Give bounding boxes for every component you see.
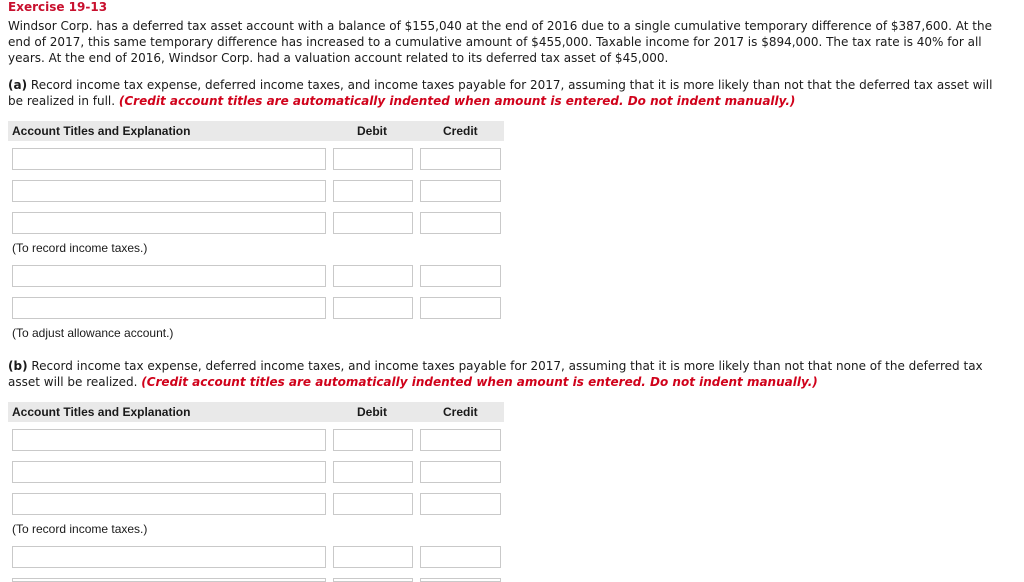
part-a-memo-adjust-allowance: (To adjust allowance account.) — [12, 326, 174, 340]
part-a-row-5-account-input[interactable] — [12, 297, 326, 319]
part-a-header-credit: Credit — [443, 124, 478, 138]
part-a-question — [8, 77, 1004, 109]
part-b-row-2-account-input[interactable] — [12, 461, 326, 483]
part-b-row-3-credit-input[interactable] — [420, 493, 501, 515]
part-a-row-5-credit-input[interactable] — [420, 297, 501, 319]
part-a-header-account: Account Titles and Explanation — [12, 124, 191, 138]
part-b-row-1-credit-input[interactable] — [420, 429, 501, 451]
part-a-row-4-account-input[interactable] — [12, 265, 326, 287]
part-b-header-debit: Debit — [357, 405, 387, 419]
part-a-row-2-credit-input[interactable] — [420, 180, 501, 202]
part-a-question-text: Record income tax expense, deferred income taxes, and income taxes payable for 2017, assuming that it is more likely than not that the deferred tax asset will be realized in full. — [8, 78, 993, 108]
part-b-row-1-account-input[interactable] — [12, 429, 326, 451]
part-b-row-4-account-input[interactable] — [12, 546, 326, 568]
part-a-row-3-debit-input[interactable] — [333, 212, 413, 234]
part-a-row-5-debit-input[interactable] — [333, 297, 413, 319]
part-a-row-3-credit-input[interactable] — [420, 212, 501, 234]
part-b-row-2-debit-input[interactable] — [333, 461, 413, 483]
exercise-intro: Windsor Corp. has a deferred tax asset account with a balance of $155,040 at the end of 2016 due to a single cumulative temporary difference of $387,600. At the end of 2017, this same temporary difference has increased to a cumulative amount of $455,000. Taxable income for 2017 is $894,000. The tax rate is 40% for all years. At the end of 2016, Windsor Corp. had a valuation account related to its deferred tax asset of $45,000. — [8, 19, 992, 65]
part-a-row-4-credit-input[interactable] — [420, 265, 501, 287]
part-b-row-4-credit-input[interactable] — [420, 546, 501, 568]
part-a-row-1-credit-input[interactable] — [420, 148, 501, 170]
part-b-row-3-account-input[interactable] — [12, 493, 326, 515]
part-b-header-credit: Credit — [443, 405, 478, 419]
part-a-journal-header — [8, 121, 504, 141]
part-b-question — [8, 358, 1004, 390]
part-b-row-5-account-input[interactable] — [12, 578, 326, 582]
part-b-memo-record-income-taxes: (To record income taxes.) — [12, 522, 148, 536]
part-a-label: (a) — [8, 78, 28, 92]
part-a-memo-record-income-taxes: (To record income taxes.) — [12, 241, 148, 255]
part-b-row-5-debit-input[interactable] — [333, 578, 413, 582]
part-b-row-4-debit-input[interactable] — [333, 546, 413, 568]
part-a-row-4-debit-input[interactable] — [333, 265, 413, 287]
part-a-row-2-account-input[interactable] — [12, 180, 326, 202]
part-b-row-3-debit-input[interactable] — [333, 493, 413, 515]
exercise-title: Exercise 19-13 — [8, 0, 108, 14]
part-a-row-3-account-input[interactable] — [12, 212, 326, 234]
part-a-row-1-debit-input[interactable] — [333, 148, 413, 170]
part-b-row-1-debit-input[interactable] — [333, 429, 413, 451]
part-b-label: (b) — [8, 359, 28, 373]
part-b-question-text: Record income tax expense, deferred income taxes, and income taxes payable for 2017, assuming that it is more likely than not that none of the deferred tax asset will be realized. — [8, 359, 983, 389]
part-b-row-5-credit-input[interactable] — [420, 578, 501, 582]
part-b-header-account: Account Titles and Explanation — [12, 405, 191, 419]
part-b-row-2-credit-input[interactable] — [420, 461, 501, 483]
part-a-note: (Credit account titles are automatically indented when amount is entered. Do not indent manually.) — [118, 94, 796, 108]
part-a-row-2-debit-input[interactable] — [333, 180, 413, 202]
part-b-journal-header — [8, 402, 504, 422]
part-a-header-debit: Debit — [357, 124, 387, 138]
part-b-note: (Credit account titles are automatically indented when amount is entered. Do not indent manually.) — [141, 375, 818, 389]
part-a-row-1-account-input[interactable] — [12, 148, 326, 170]
